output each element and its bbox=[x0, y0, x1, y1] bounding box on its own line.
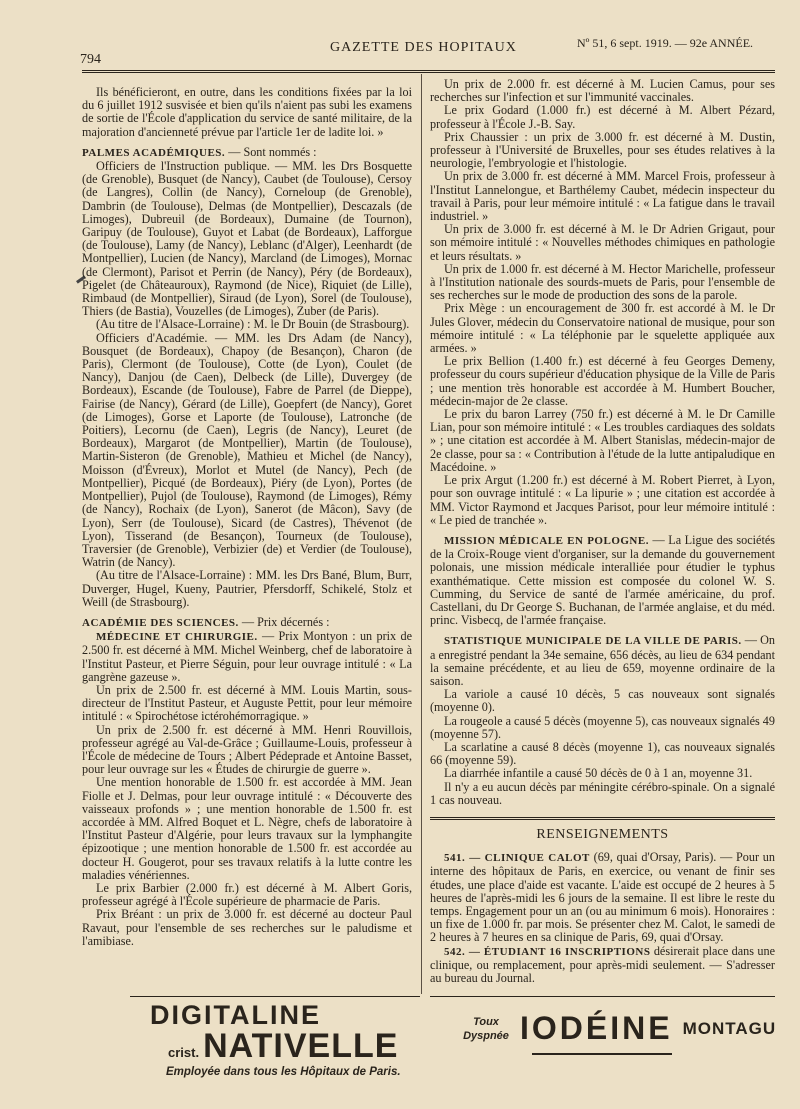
left-column bbox=[82, 86, 412, 948]
ad-crist: crist. bbox=[168, 1045, 200, 1060]
ad-toux-dyspnee bbox=[462, 1015, 510, 1043]
statistique-text: — On a enregistré pendant la 34e semaine, 656 décès, au lieu de 634 pendant la semaine précédente, et au lieu de 659, moyenne ordinaire de la saison. bbox=[430, 633, 775, 688]
prix-mege: Prix Mège : un encouragement de 300 fr. est accordé à M. le Dr Jules Glover, médecin du Conservatoire national de musique, pour son mémoire intitulé : « La téléphonie par le squelette appliquée aux armées. » bbox=[430, 301, 775, 356]
prix-rouvillois: Un prix de 2.500 fr. est décerné à MM. Henri Rouvillois, professeur agrégé au Val-de-Grâce ; Guillaume-Louis, professeur à l'École de médecine de Tours ; Albert Pédeprade et Antoine Basset, pour leur ouvrage sur les « Études de chirurgie de guerre ». bbox=[82, 722, 412, 777]
rens-541-text: (69, quai d'Orsay, Paris). — Pour un interne des hôpitaux de Paris, en exercice, ou venant de finir ses études, une place d'aide est vacante. L'aide est occupé de 2 heures à 5 heures de l'après-midi les 6 jours de la semaine. Il est libre le reste du temps. Engagement pour un an (ou au minimum 6 mois). Honoraires : un fixe de 1.000 fr. par mois. Se présenter chez M. Calot, le samedi de 2 heures à 7 heures en sa clinique de Paris, 69, quai d'Orsay. bbox=[430, 850, 775, 945]
ad-dyspnee: Dyspnée bbox=[463, 1029, 509, 1042]
right-column bbox=[430, 78, 775, 985]
ad-iodeine-word: IODÉINE bbox=[520, 1010, 673, 1046]
ad-right-rule bbox=[430, 996, 775, 997]
prix-larrey: Le prix du baron Larrey (750 fr.) est décerné à M. le Dr Camille Lian, pour son mémoire intitulé : « Les troubles cardiaques des soldats » ; une citation est accordée à M. Albert Stanislas, médecin-major de 2e classe, pour sa : « Contribution à l'étude de la lutte antipaludique en Macédoine. » bbox=[430, 407, 775, 474]
ad-underline bbox=[532, 1053, 672, 1055]
mission-heading: MISSION MÉDICALE EN POLOGNE. bbox=[444, 534, 649, 547]
ad-toux: Toux bbox=[473, 1015, 499, 1028]
stat-diarrhee: La diarrhée infantile a causé 50 décès de 0 à 1 an, moyenne 31. bbox=[444, 766, 753, 781]
prix-bellion: Le prix Bellion (1.400 fr.) est décerné à feu Georges Demeny, professeur du cours supérieur d'éducation physique de la Ville de Paris ; une mention très honorable est accordée à M. Humbert Boucher, médecin-major de 2e classe. bbox=[430, 354, 775, 408]
rens-542-heading: 542. — ÉTUDIANT 16 INSCRIPTIONS bbox=[444, 945, 651, 958]
prix-argut: Le prix Argut (1.200 fr.) est décerné à M. Robert Pierret, à Lyon, pour son ouvrage intitulé : « La lipurie » ; une citation est accordée à MM. Victor Raymond et Jacques Parisot, pour leur mémoire intitulé : « Le pied de tranchée ». bbox=[430, 473, 775, 527]
academie-sub: — Prix décernés : bbox=[238, 614, 330, 629]
ad-digitaline bbox=[120, 1000, 420, 1078]
rens-542 bbox=[430, 945, 775, 986]
intro-paragraph: Ils bénéficieront, en outre, dans les conditions fixées par la loi du 6 juillet 1912 susvisée et bien qu'ils n'aient pas subi les examens de sortie de l'École d'application du service de santé militaire, de la majoration d'ancienneté prévue par l'article 1er de ladite loi. » bbox=[82, 85, 412, 139]
prix-grigaut: Un prix de 3.000 fr. est décerné à M. le Dr Adrien Grigaut, pour son mémoire intitulé : « Nouvelles méthodes chimiques en pathologie et leurs résultats. » bbox=[430, 222, 775, 263]
stat-rougeole: La rougeole a causé 5 décès (moyenne 5), cas nouveaux signalés 49 (moyenne 57). bbox=[430, 713, 775, 741]
palmes-sub: — Sont nommés : bbox=[225, 144, 317, 159]
stat-scarlatine: La scarlatine a causé 8 décès (moyenne 1), cas nouveaux signalés 66 (moyenne 59). bbox=[430, 739, 775, 768]
officiers-instruction: Officiers de l'Instruction publique. — MM. les Drs Bosquette (de Grenoble), Busquet (de Nancy), Caubet (de Toulouse), Cersoy (de Langres), Collin (de Nancy), Corneloup (de Grenoble), Dambrin (de Toulouse), Delmas (de Montpellier), Descazals (de Limoges), Dubreuil (de Bordeaux), Dumaine (de Tournon), Garipuy (de Toulouse), Guyot et Labat (de Bordeaux), Lafforgue (de Toulouse), Lamy (de Nancy), Leblanc (d'Alger), Leenhardt (de Montpellier), Lucien (de Nancy), Marcland (de Limoges), Mornac (de Clermont), Parisot et Perrin (de Nancy), Péry (de Bordeaux), Pigelet (de Châteauroux), Raymond (de Nice), Riquiet (de Lille), Rimbaud (de Montpellier), Siraud (de Lyon), Sorel (de Toulouse), Thiers (de Bastia), Vouzelles (de Limoges), Zuber (de Paris). bbox=[82, 159, 412, 319]
rens-541 bbox=[430, 851, 775, 944]
stat-meningite: Il n'y a eu aucun décès par méningite cérébro-spinale. On a signalé 1 cas nouveau. bbox=[430, 779, 775, 807]
prix-breant: Prix Bréant : un prix de 3.000 fr. est décerné au docteur Paul Ravaut, pour l'ensemble de ses recherches sur le paludisme et l'amibiase. bbox=[82, 907, 412, 948]
page-number: 794 bbox=[80, 52, 101, 67]
prix-martin: Un prix de 2.500 fr. est décerné à MM. Louis Martin, sous-directeur de l'Institut Pasteur, et Auguste Pettit, pour leur mémoire intitulé : « Spirochétose ictérohémorragique. » bbox=[82, 682, 412, 724]
alsace-2: (Au titre de l'Alsace-Lorraine) : MM. les Drs Bané, Blum, Burr, Duverger, Hugel, Kueny, Pautrier, Pfersdorff, Schikelé, Stolz et Weill (de Strasbourg). bbox=[82, 568, 412, 609]
prix-frois: Un prix de 3.000 fr. est décerné à MM. Marcel Frois, professeur à l'Institut Lannelongue, et Barthélemy Caubet, médecin inspecteur du travail à Paris, pour leur mémoire intitulé : « La fatigue dans le travail industriel. » bbox=[430, 169, 775, 224]
ad-nativelle: NATIVELLE bbox=[203, 1027, 399, 1065]
journal-title: GAZETTE DES HOPITAUX bbox=[330, 40, 517, 55]
palmes-heading: PALMES ACADÉMIQUES. bbox=[82, 146, 226, 159]
academie-heading: ACADÉMIE DES SCIENCES. bbox=[82, 616, 239, 629]
ad-employee: Employée dans tous les Hôpitaux de Paris. bbox=[166, 1066, 401, 1078]
prix-godard: Le prix Godard (1.000 fr.) est décerné à M. Albert Pézard, professeur à l'École J.-B. Say. bbox=[430, 103, 775, 131]
header-rule bbox=[82, 70, 775, 73]
renseignements-title: RENSEIGNEMENTS bbox=[536, 826, 669, 842]
medecine-heading: MÉDECINE ET CHIRURGIE. bbox=[96, 631, 258, 644]
ad-nativelle-line bbox=[120, 1027, 420, 1066]
issue-info: Nº 51, 6 sept. 1919. — 92e ANNÉE. bbox=[577, 36, 754, 50]
medecine-paragraph bbox=[82, 630, 412, 684]
palmes-section bbox=[82, 146, 412, 160]
ad-montagu: MONTAGU bbox=[682, 1018, 777, 1038]
statistique-section bbox=[430, 634, 775, 688]
rens-542-text: désirerait place dans une clinique, ou remplacement, pour après-midi seulement. — S'adresser au bureau du Journal. bbox=[430, 943, 775, 985]
prix-chaussier: Prix Chaussier : un prix de 3.000 fr. est décerné à M. Dustin, professeur à l'Université de Bruxelles, pour ses études relatives à la neurologie, l'embryologie et l'histologie. bbox=[430, 129, 775, 171]
officiers-academie: Officiers d'Académie. — MM. les Drs Adam (de Nancy), Bousquet (de Bordeaux), Chapoy (de Besançon), Charon (de Paris), Clermont (de Toulouse), Cotte (de Lyon), Coulet (de Nancy), Danjou (de Caen), Delbeck (de Lille), Duvergey (de Bordeaux), Escande (de Toulouse), Fabre de Parrel (de Dieppe), Fairise (de Nancy), Gérard (de Lille), Goepfert (de Nancy), Goret (de Limoges), Gorse et Laporte (de Toulouse), Latronche (de Poitiers), Lecornu (de Caen), Legris (de Nancy), Leuret (de Bordeaux), Margarot (de Montpellier), Martin (de Toulouse), Martin-Sisteron (de Grenoble), Mathieu et Michel (de Nancy), Moisson (d'Évreux), Morlot et Mutel (de Nancy), Pech (de Montpellier), Picqué (de Bordeaux), Piéry (de Lyon), Portes (de Montpellier), Pujol (de Toulouse), Raymond (de Limoges), Rémy (de Nancy), Rochaix (de Lyon), Sanerot (de Mâcon), Savy (de Lyon), Serr (de Toulouse), Sicard (de Castres), Thévenot (de Lyon), Tisserand (de Besançon), Tourneux (de Toulouse), Traversier (de Grenoble), Verbizier (de) et Verdier (de Toulouse), Watrin (de Nancy). bbox=[82, 330, 412, 570]
mission-section bbox=[430, 534, 775, 627]
prix-camus: Un prix de 2.000 fr. est décerné à M. Lucien Camus, pour ses recherches sur l'infection et sur l'immunité vaccinales. bbox=[430, 77, 775, 105]
ad-iodeine bbox=[462, 1010, 782, 1055]
prix-barbier: Le prix Barbier (2.000 fr.) est décerné à M. Albert Goris, professeur agrégé à l'École supérieure de pharmacie de Paris. bbox=[82, 880, 412, 909]
alsace-1: (Au titre de l'Alsace-Lorraine) : M. le Dr Bouin (de Strasbourg). bbox=[96, 317, 410, 332]
section-rule bbox=[430, 817, 775, 820]
prix-marichelle: Un prix de 1.000 fr. est décerné à M. Hector Marichelle, professeur à l'Institution nationale des sourds-muets de Paris, pour l'ensemble de ses recherches sur le mode de production des sons de la parole. bbox=[430, 261, 775, 303]
mention-fiolle: Une mention honorable de 1.500 fr. est accordée à MM. Jean Fiolle et J. Delmas, pour leur ouvrage intitulé : « Découverte des vaisseaux profonds » ; une mention honorable de 1.500 fr. est accordée à MM. Alfred Boquet et L. Nègre, chefs de laboratoire à l'Institut Pasteur d'Algérie, pour leurs travaux sur la lymphangite épizootique ; une mention honorable de 1.500 fr. est accordée au docteur H. Gougerot, pour ses travaux relatifs à la lutte contre les maladies vénériennes. bbox=[82, 775, 412, 882]
rens-541-heading: 541. — CLINIQUE CALOT bbox=[444, 852, 590, 865]
stat-variole: La variole a causé 10 décès, 5 cas nouveaux sont signalés (moyenne 0). bbox=[430, 687, 775, 715]
ad-left-rule bbox=[130, 996, 420, 997]
column-divider bbox=[421, 74, 422, 994]
statistique-heading: STATISTIQUE MUNICIPALE DE LA VILLE DE PARIS. bbox=[444, 635, 742, 648]
ad-digitaline-word: DIGITALINE bbox=[150, 1000, 321, 1030]
mission-text: — La Ligue des sociétés de la Croix-Rouge vient d'organiser, sur la demande du gouvernement polonais, une mission médicale interalliée pour étudier le typhus exanthématique. Cette mission est composée du colonel W. S. Cumming, du Service de santé de l'armée américaine, du prof. Castellani, du Dr George S. Buchanan, de l'armée anglaise, et du méd. princ. Visbecq, de l'armée française. bbox=[430, 532, 775, 628]
academie-section bbox=[82, 616, 412, 630]
medecine-text: — Prix Montyon : un prix de 2.500 fr. est décerné à MM. Michel Weinberg, chef de laboratoire à l'Institut Pasteur, et Pierre Séguin, pour leur ouvrage intitulé : « La gangrène gazeuse ». bbox=[82, 629, 412, 684]
